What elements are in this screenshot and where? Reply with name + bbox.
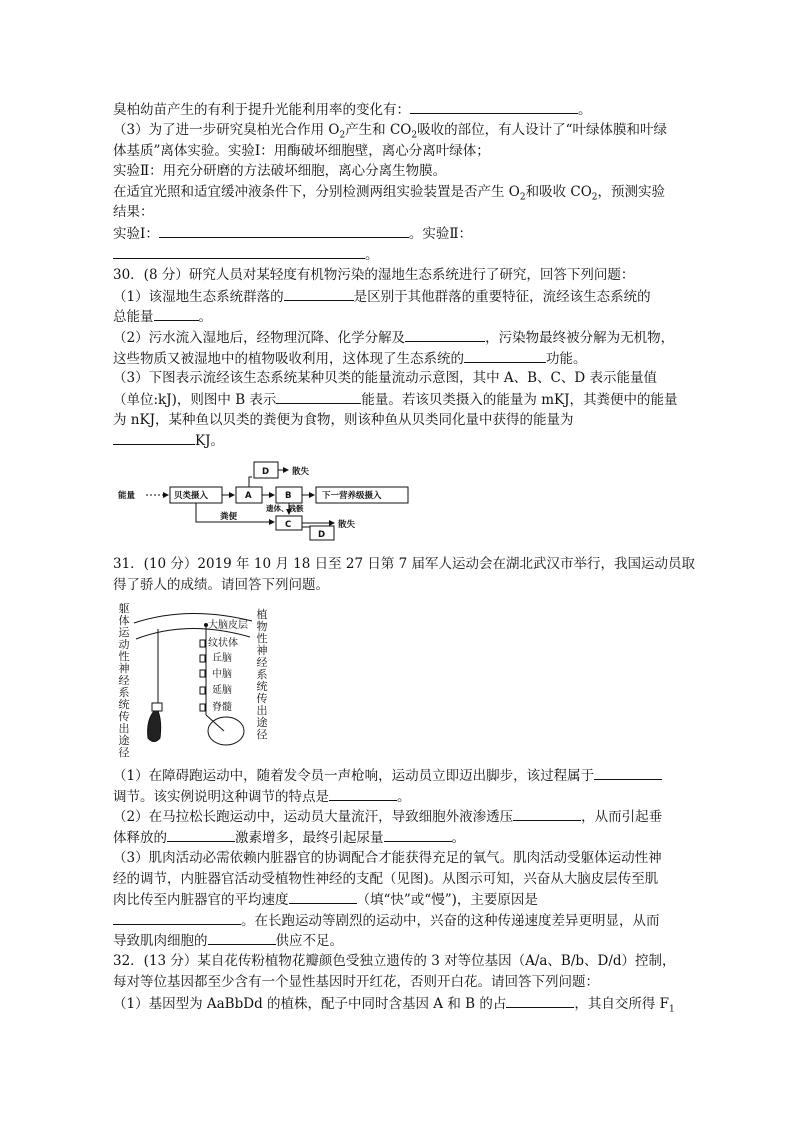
label-striatum: 纹状体 bbox=[208, 638, 238, 649]
text: 。 bbox=[198, 309, 212, 325]
text: ，预测实验 bbox=[597, 184, 666, 200]
text: （3）下图表示流经该生态系统某种贝类的能量流动示意图，其中 A、B、C、D 表示能量值 bbox=[113, 370, 657, 386]
answer-blank[interactable] bbox=[159, 223, 409, 238]
label-d-bottom: D bbox=[318, 530, 326, 540]
text: 。实验Ⅱ： bbox=[408, 226, 473, 242]
q31-2-line-2 bbox=[113, 827, 465, 848]
text: （1）该湿地生态系统群落的 bbox=[113, 289, 284, 305]
q29-3-line-6 bbox=[113, 223, 472, 244]
answer-blank[interactable] bbox=[113, 910, 241, 925]
text: 和吸收 CO bbox=[525, 184, 592, 200]
text: 。 bbox=[365, 247, 379, 263]
label-b: B bbox=[285, 491, 292, 501]
q31-1-line-1 bbox=[113, 765, 662, 786]
text: 吸收的部位，有人设计了“叶绿体膜和叶绿 bbox=[417, 122, 668, 138]
label-cortex: 大脑皮层 bbox=[208, 620, 248, 631]
text: 调节。该实例说明这种调节的特点是 bbox=[113, 789, 329, 805]
text: ，其自交所得 F bbox=[574, 996, 670, 1012]
text: 产生和 CO bbox=[345, 122, 412, 138]
muscle-shape bbox=[148, 711, 161, 742]
left-vertical-label: 躯体运动性神经系统传出途径 bbox=[118, 602, 130, 759]
label-energy: 能量 bbox=[118, 491, 136, 501]
somatic-ganglion bbox=[152, 703, 162, 711]
answer-blank[interactable] bbox=[410, 99, 578, 114]
subscript: 2 bbox=[519, 192, 526, 203]
label-spinal: 脊髓 bbox=[212, 702, 232, 713]
q30-3-line-4 bbox=[113, 430, 224, 451]
text: 肉比传至内脏器官的平均速度 bbox=[113, 892, 289, 908]
label-next-level: 下一营养级摄入 bbox=[322, 491, 382, 501]
answer-blank[interactable] bbox=[329, 786, 397, 801]
text: 为 nKJ，某种鱼以贝类的粪便为食物，则该种鱼从贝类同化量中获得的能量为 bbox=[113, 412, 574, 428]
subscript: 2 bbox=[339, 130, 346, 141]
text: 。在长跑运动等剧烈的运动中，兴奋的这种传递速度差异更明显，从而 bbox=[241, 913, 660, 929]
q31-head bbox=[113, 554, 695, 574]
answer-blank[interactable] bbox=[513, 806, 581, 821]
text: 。 bbox=[451, 830, 465, 846]
text: 这些物质又被湿地中的植物吸收利用，这体现了生态系统的 bbox=[113, 351, 464, 367]
text: 得了骄人的成绩。请回答下列问题。 bbox=[113, 577, 329, 593]
q31-3-line-5 bbox=[113, 930, 343, 951]
answer-blank[interactable] bbox=[113, 244, 365, 259]
q32-head bbox=[113, 951, 676, 971]
text: 。 bbox=[397, 789, 411, 805]
text: 32．(13 分）某自花传粉植物花瓣颜色受独立遗传的 3 对等位基因（A/a、B/b、D/d）控制， bbox=[113, 953, 676, 969]
node bbox=[200, 640, 205, 647]
text: 每对等位基因都至少含有一个显性基因时开红花，否则开白花。请回答下列问题： bbox=[113, 974, 599, 990]
label-a: A bbox=[245, 491, 252, 501]
connector bbox=[302, 527, 310, 530]
text: （2）在马拉松长跑运动中，运动员大量流汗，导致细胞外液渗透压 bbox=[113, 809, 514, 825]
q29-3-line-4 bbox=[113, 182, 665, 208]
connector bbox=[249, 477, 252, 487]
answer-blank[interactable] bbox=[464, 348, 546, 363]
text: （填“快”或“慢”)，主要原因是 bbox=[356, 892, 538, 908]
text: 臭柏幼苗产生的有利于提升光能利用率的变化有： bbox=[113, 102, 410, 118]
text: 结果： bbox=[113, 204, 154, 220]
text: 体基质”离体实验。实验Ⅰ：用酶破坏细胞壁，离心分离叶绿体； bbox=[113, 143, 490, 159]
answer-blank[interactable] bbox=[594, 765, 662, 780]
q30-3-line-1 bbox=[113, 368, 657, 388]
text: KJ。 bbox=[195, 433, 224, 449]
label-midbrain: 中脑 bbox=[212, 669, 232, 680]
answer-blank[interactable] bbox=[384, 827, 452, 842]
q31-3-line-3 bbox=[113, 889, 538, 910]
subscript: 2 bbox=[411, 130, 418, 141]
text: ，从而引起垂 bbox=[581, 809, 663, 825]
node bbox=[200, 704, 205, 711]
q31-3-line-1 bbox=[113, 848, 662, 868]
q32-head-2 bbox=[113, 972, 599, 992]
q30-1-line-2 bbox=[113, 306, 212, 327]
text: 能量。若该贝类摄入的能量为 mKJ，其粪便中的能量 bbox=[361, 392, 678, 408]
text: 经的调节，内脏器官活动受植物性神经的支配（见图)。从图示可知，兴奋从大脑皮层传至肌 bbox=[113, 871, 659, 887]
text: 实验Ⅱ：用充分研磨的方法破坏细胞，离心分离生物膜。 bbox=[113, 163, 447, 179]
answer-blank[interactable] bbox=[276, 389, 361, 404]
text: 实验Ⅰ： bbox=[113, 226, 159, 242]
label-d-top: D bbox=[262, 467, 270, 477]
node bbox=[200, 670, 205, 677]
q30-3-line-3 bbox=[113, 410, 573, 430]
subscript: 1 bbox=[669, 1004, 675, 1015]
text: 激素增多，最终引起尿量 bbox=[235, 830, 384, 846]
text: （1）在障碍跑运动中，随着发令员一声枪响，运动员立即迈出脚步，该过程属于 bbox=[113, 768, 595, 784]
text: 在适宜光照和适宜缓冲液条件下，分别检测两组实验装置是否产生 O bbox=[113, 184, 520, 200]
text: 。 bbox=[578, 102, 592, 118]
label-loss-bottom: 散失 bbox=[338, 520, 356, 530]
q29-3-line-5 bbox=[113, 202, 154, 222]
text: （2）污水流入湿地后，经物理沉降、化学分解及 bbox=[113, 330, 406, 346]
text: 总能量 bbox=[113, 309, 154, 325]
label-thalamus: 丘脑 bbox=[212, 653, 232, 664]
answer-blank[interactable] bbox=[506, 993, 574, 1008]
answer-blank[interactable] bbox=[405, 327, 485, 342]
answer-blank[interactable] bbox=[284, 286, 354, 301]
node bbox=[200, 687, 205, 694]
q29-line-1 bbox=[113, 99, 592, 120]
q31-3-line-2 bbox=[113, 869, 658, 889]
text: （3）为了进一步研究臭柏光合作用 O bbox=[113, 122, 340, 138]
right-vertical-label: 植物性神经系统传出途径 bbox=[256, 608, 268, 741]
text: 供应不足。 bbox=[275, 933, 343, 949]
answer-blank[interactable] bbox=[113, 430, 195, 445]
label-medulla: 延脑 bbox=[212, 685, 232, 696]
answer-blank[interactable] bbox=[289, 889, 357, 904]
q31-2-line-1 bbox=[113, 806, 662, 827]
text: （单位:kJ)，则图中 B 表示 bbox=[113, 392, 277, 408]
text: 31．(10 分）2019 年 10 月 18 日至 27 日第 7 届军人运动会在湖北武汉市举行，我国运动员取 bbox=[113, 556, 696, 572]
q29-3-line-2 bbox=[113, 141, 490, 161]
answer-blank[interactable] bbox=[154, 306, 199, 321]
label-remains: 遗体、残骸 bbox=[266, 504, 304, 513]
q31-3-line-4 bbox=[113, 910, 660, 931]
q30-3-line-2 bbox=[113, 389, 678, 410]
text: ，污染物最终被分解为无机物， bbox=[485, 330, 675, 346]
text: （3）肌肉活动必需依赖内脏器官的协调配合才能获得充足的氧气。肌肉活动受躯体运动性神 bbox=[113, 850, 662, 866]
text: 功能。 bbox=[546, 351, 587, 367]
label-intake: 贝类摄入 bbox=[174, 491, 209, 501]
text: 是区别于其他群落的重要特征，流经该生态系统的 bbox=[353, 289, 651, 305]
q29-3-line-3 bbox=[113, 161, 446, 181]
text: 导致肌肉细胞的 bbox=[113, 933, 208, 949]
text: 体释放的 bbox=[113, 830, 167, 846]
q30-head bbox=[113, 265, 634, 285]
subscript: 2 bbox=[591, 192, 598, 203]
label-c: C bbox=[285, 520, 292, 530]
q31-1-line-2 bbox=[113, 786, 411, 807]
text: 30．(8 分）研究人员对某轻度有机物污染的湿地生态系统进行了研究，回答下列问题： bbox=[113, 267, 635, 283]
q31-head-2 bbox=[113, 575, 329, 595]
nerve-pathway-diagram bbox=[118, 602, 273, 759]
q30-2-line-2 bbox=[113, 348, 587, 369]
answer-blank[interactable] bbox=[167, 827, 235, 842]
label-feces: 粪便 bbox=[220, 512, 238, 522]
node bbox=[200, 655, 205, 662]
energy-flow-diagram bbox=[118, 460, 418, 542]
q30-2-line-1 bbox=[113, 327, 674, 348]
label-loss-top: 散失 bbox=[292, 467, 310, 477]
text: （1）基因型为 AaBbDd 的植株，配子中同时含基因 A 和 B 的占 bbox=[113, 996, 507, 1012]
q32-1-line-1 bbox=[113, 993, 675, 1020]
q29-3-line-7 bbox=[113, 244, 379, 265]
answer-blank[interactable] bbox=[208, 930, 276, 945]
q30-1-line-1 bbox=[113, 286, 651, 307]
